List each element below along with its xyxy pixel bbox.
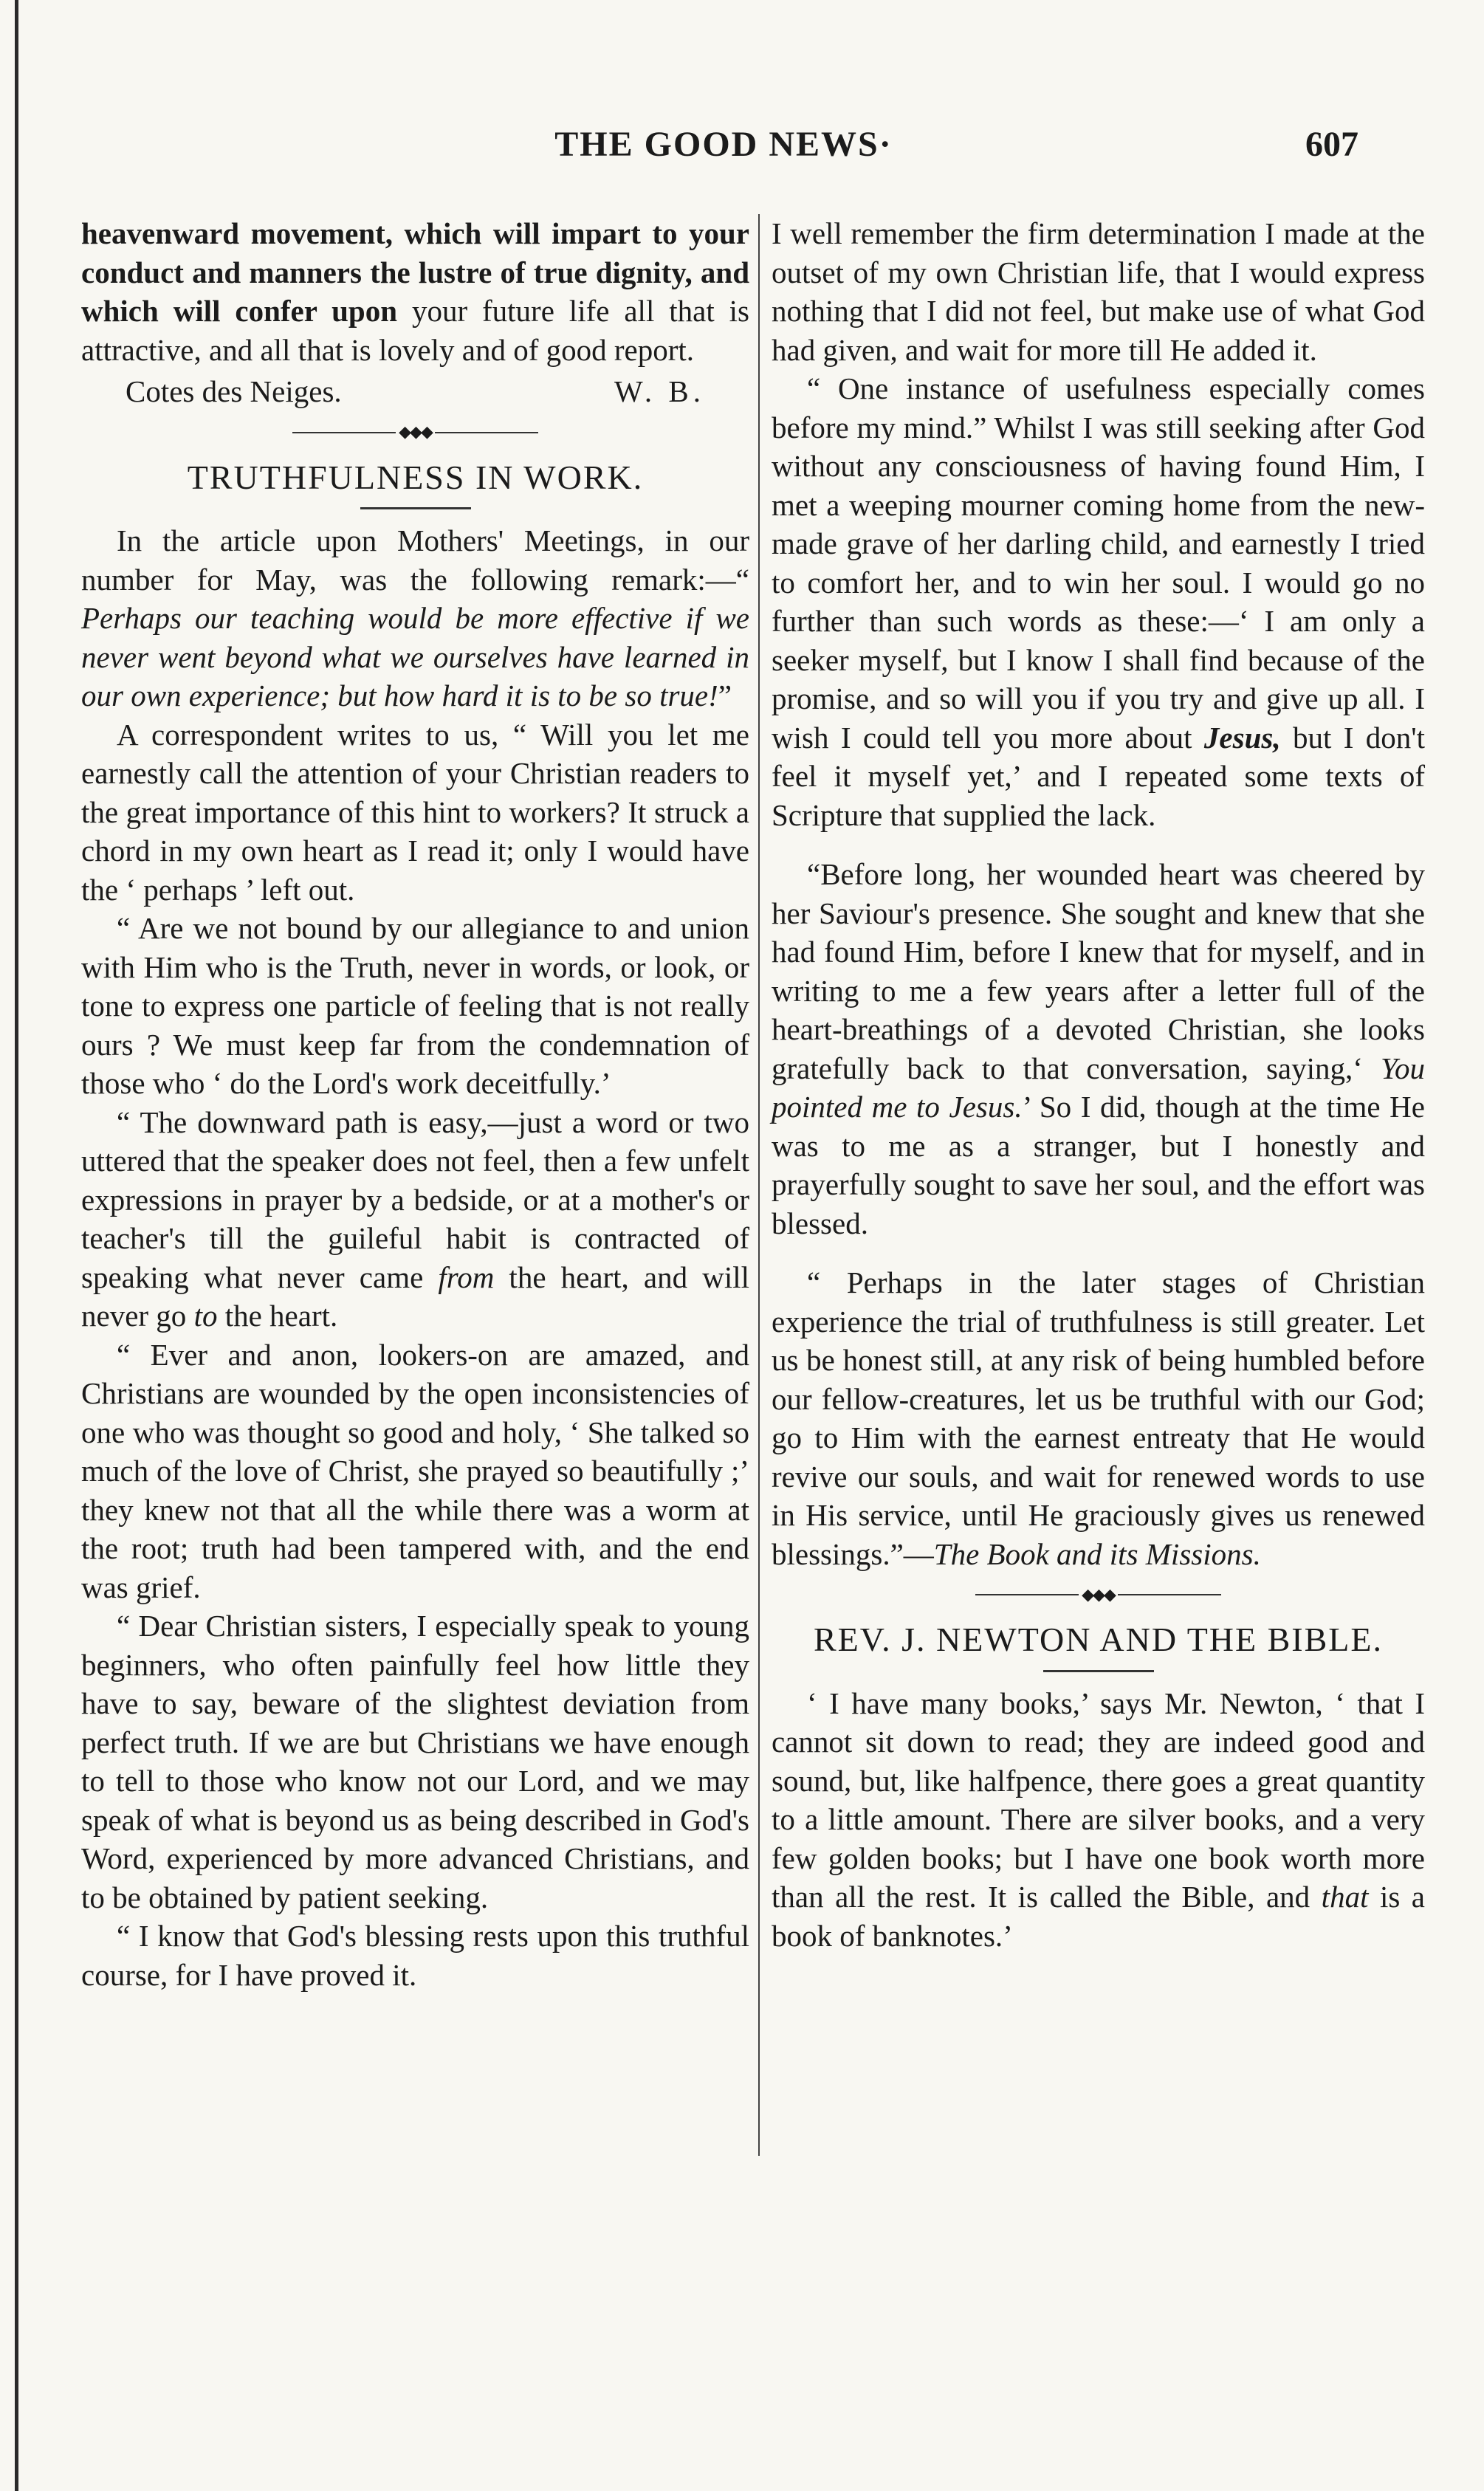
paragraph-text: “ The downward path is easy,—just a word or two uttered that the speaker does not feel, then a few unfelt expressions in prayer by a bedside, or at a mother's or teacher's till the guileful habit is contracted of speaking what never came: [81, 1104, 749, 1294]
title-underline: [360, 507, 471, 509]
divider-diamonds-icon: ◆◆◆: [399, 422, 432, 441]
divider-line: [292, 432, 396, 433]
section-divider-ornament: [81, 422, 749, 444]
paragraph: “ Ever and anon, lookers-on are amazed, and Christians are wounded by the open inconsistencies of one who was thought so good and holy, ‘ She talked so much of the love of Christ, she prayed so beautifully ;’ they knew not that all the while there was a worm at the root; truth had been tampered with, and the end was grief.: [81, 1337, 749, 1604]
paragraph: [81, 521, 749, 715]
signature-line: [81, 372, 749, 411]
paragraph: A correspondent writes to us, “ Will you let me earnestly call the attention of your Christian readers to the great importance of this hint to workers? It struck a chord in my own heart as I read it; only I would have the ‘ perhaps ’ left out.: [81, 717, 749, 907]
running-title: THE GOOD NEWS·: [554, 125, 893, 164]
page-number: 607: [1305, 125, 1358, 164]
paragraph-text: “Before long, her wounded heart was cheered by her Saviour's presence. She sought and knew that she had found Him, before I knew that for myself, and in writing to me a few years after a letter full of the heart-breathings of a devoted Christian, she looks gratefully back to that conversation, saying,‘: [772, 857, 1425, 1085]
left-column: [81, 214, 749, 1994]
signature-initials: W. B.: [614, 374, 705, 408]
divider-line: [1118, 1594, 1221, 1595]
page-header: [81, 124, 1366, 176]
paragraph-text: In the article upon Mothers' Meetings, in our number for May, was the following remark:—“: [81, 523, 749, 597]
closing-quote: ”: [718, 678, 732, 712]
paragraph: [81, 1103, 749, 1336]
paragraph-text: the heart, and will never go: [81, 1260, 749, 1333]
column-rule: [758, 214, 760, 2156]
paragraph: [772, 855, 1425, 1243]
signature-place: Cotes des Neiges.: [126, 374, 342, 408]
paragraph: “ I know that God's blessing rests upon this truthful course, for I have proved it.: [81, 1919, 749, 1992]
paragraph: [772, 1684, 1425, 1956]
paragraph: I well remember the firm determination I made at the outset of my own Christian life, that I would express nothing that I did not feel, but make use of what God had given, and wait for more till He added it.: [772, 216, 1425, 367]
paragraph-gap: [772, 1243, 1425, 1263]
section-divider-ornament: [772, 1584, 1425, 1606]
source-citation: The Book and its Missions.: [933, 1536, 1261, 1571]
paragraph-text: ’ So I did, though at the time He was to me as a stranger, but I honestly and prayerfully sought to save her soul, and the effort was blessed.: [772, 1090, 1425, 1240]
paragraph-gap: [772, 834, 1425, 855]
paragraph: “ Are we not bound by our allegiance to and union with Him who is the Truth, never in words, or look, or tone to express one particle of feeling that is not really ours ? We must keep far from the condemnation of those who ‘ do the Lord's work deceitfully.’: [81, 911, 749, 1100]
paragraph-text: “ One instance of usefulness especially comes before my mind.” Whilst I was still seeking after God without any consciousness of having found Him, I met a weeping mourner coming home from the new-made grave of her darling child, and earnestly I tried to comfort her, and to win her soul. I would go no further than such words as these:—‘ I am only a seeker myself, but I know I shall find because of the promise, and so will you if you try and give up all. I wish I could tell you more about: [772, 371, 1425, 755]
paragraph-text: but I don't feel it myself yet,’ and I repeated some texts of Scripture that supplied the lack.: [772, 720, 1425, 832]
paragraph: [772, 1263, 1425, 1573]
article-title-newton: REV. J. NEWTON AND THE BIBLE.: [814, 1621, 1383, 1658]
divider-diamonds-icon: ◆◆◆: [1082, 1584, 1115, 1604]
divider-line: [975, 1594, 1079, 1595]
paragraph-text: ‘ I have many books,’ says Mr. Newton, ‘ that I cannot sit down to read; they are indeed good and sound, but, like halfpence, there goes a great quantity to a little amount. There are silver books, and a very few golden books; but I have one book worth more than all the rest. It is called the Bible, and: [772, 1686, 1425, 1914]
paragraph: “ Dear Christian sisters, I especially speak to young beginners, who often painfully feel how little they have to say, beware of the slightest deviation from perfect truth. If we are but Christians we have enough to tell to those who know not our Lord, and we may speak of what is beyond us as being described in God's Word, experienced by more advanced Christians, and to be obtained by patient seeking.: [81, 1609, 749, 1914]
article-title-truthfulness: TRUTHFULNESS IN WORK.: [187, 458, 644, 496]
emphasis-jesus: Jesus,: [1203, 720, 1281, 755]
paragraph-text: is a book of banknotes.’: [772, 1880, 1425, 1953]
divider-line: [435, 432, 538, 433]
quoted-remark: Perhaps our teaching would be more effective if we never went beyond what we ourselves have learned in our own experience; but how hard it is to be so true!: [81, 601, 749, 712]
continuation-paragraph: [81, 214, 749, 369]
title-underline: [1043, 1670, 1154, 1672]
emphasis-to: to: [193, 1299, 218, 1333]
continuation-text: your future life all that is attractive, and all that is lovely and of good report.: [81, 294, 749, 367]
paragraph-text: the heart.: [217, 1299, 338, 1333]
page-edge-rule: [15, 0, 18, 2491]
right-column: [772, 214, 1425, 1955]
emphasis-from: from: [438, 1260, 495, 1294]
continuation-bold-text: heavenward movement, which will impart to your conduct and manners the lustre of true dignity, and which will confer upon: [81, 216, 749, 328]
emphasis-that: that: [1321, 1880, 1369, 1914]
paragraph: [772, 369, 1425, 834]
paragraph-text: “ Perhaps in the later stages of Christian experience the trial of truthfulness is still greater. Let us be honest still, at any risk of being humbled before our fellow-creatures, let us be truthful with our God; go to Him with the earnest entreaty that He would revive our souls, and wait for renewed words to use in His service, until He graciously gives us renewed blessings.”—: [772, 1265, 1425, 1571]
quoted-saying: You pointed me to Jesus.: [772, 1051, 1425, 1124]
